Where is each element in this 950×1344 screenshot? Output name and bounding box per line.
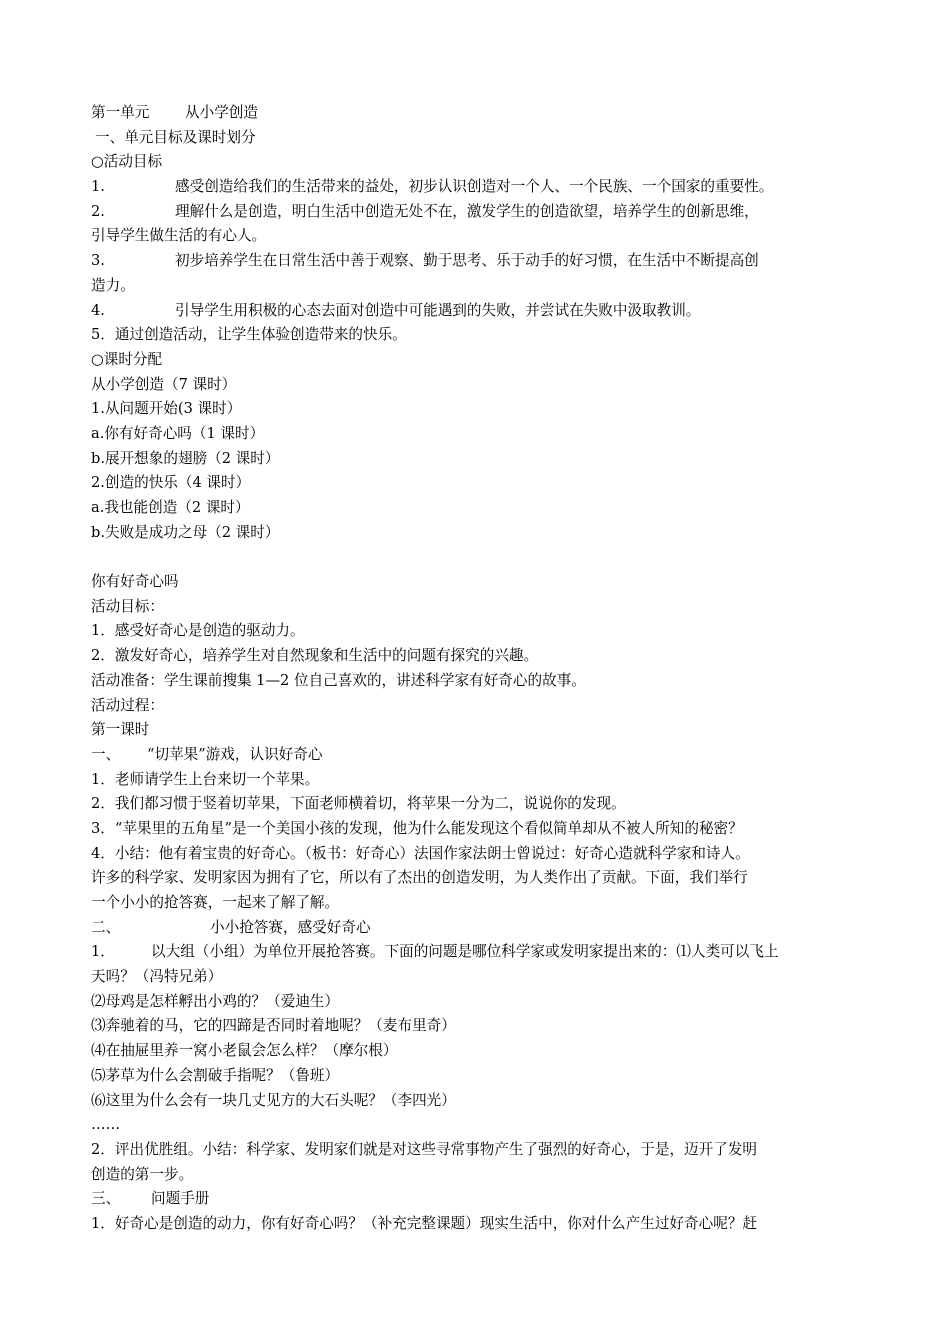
item-number: 1． (91, 943, 115, 961)
question-item: ⑵母鸡是怎样孵出小鸡的？（爱迪生） (91, 992, 340, 1010)
goal-text: 理解什么是创造，明白生活中创造无处不在，激发学生的创造欲望，培养学生的创新思维， (175, 202, 759, 220)
schedule-item: a.我也能创造（2 课时） (91, 499, 250, 516)
activity-goal: 2．激发好奇心，培养学生对自然现象和生活中的问题有探究的兴趣。 (91, 647, 539, 665)
question-item: ⑶奔驰着的马，它的四蹄是否同时着地呢？（麦布里奇） (91, 1017, 456, 1035)
unit-name: 从小学创造 (185, 104, 258, 121)
goal-item: 5．通过创造活动，让学生体验创造带来的快乐。 (91, 326, 407, 344)
part-number: 三、 (91, 1190, 121, 1208)
part-title: 小小抢答赛，感受好奇心 (210, 918, 371, 936)
schedule-item: 2.创造的快乐（4 课时） (91, 474, 251, 492)
schedule-item: b.失败是成功之母（2 课时） (91, 523, 280, 541)
part-heading (91, 743, 859, 768)
lesson-title: 你有好奇心吗 (91, 573, 179, 591)
goal-number: 1. (91, 178, 105, 196)
schedule-item: 从小学创造（7 课时） (91, 375, 237, 393)
item-text: 以大组（小组）为单位开展抢答赛。下面的问题是哪位科学家或发明家提出来的：⑴人类可以飞上 (151, 943, 779, 961)
summary-line: 许多的科学家、发明家因为拥有了它，所以有了杰出的创造发明，为人类作出了贡献。下面，我们举行 (91, 869, 748, 887)
goal-item (91, 175, 859, 200)
unit-title (91, 101, 859, 126)
document-page (91, 101, 859, 1237)
part-item: 3．“苹果里的五角星”是一个美国小孩的发现，他为什么能发现这个看似简单却从不被人所知的秘密？ (91, 819, 743, 837)
first-class: 第一课时 (91, 721, 150, 739)
part-number: 二、 (91, 918, 121, 936)
part-heading (91, 1187, 859, 1212)
schedule-item: 1.从问题开始(3 课时） (91, 400, 242, 418)
schedule-item: a.你有好奇心吗（1 课时） (91, 424, 265, 442)
summary-line: 4．小结：他有着宝贵的好奇心。（板书：好奇心）法国作家法朗士曾说过：好奇心造就科学家和诗人。 (91, 844, 750, 862)
question-item: ⑸茅草为什么会割破手指呢？（鲁班） (91, 1066, 340, 1084)
goal-item (91, 200, 859, 225)
goal-number: 3. (91, 252, 105, 270)
ellipsis: …… (91, 1116, 121, 1134)
part-title: “切苹果”游戏，认识好奇心 (147, 745, 323, 763)
item-continuation: 创造的第一步。 (91, 1165, 194, 1183)
schedule-heading: ○课时分配 (91, 350, 163, 368)
activity-goal: 1．感受好奇心是创造的驱动力。 (91, 622, 305, 640)
goal-continuation: 引导学生做生活的有心人。 (91, 227, 267, 245)
summary-line: 一个小小的抢答赛，一起来了解了解。 (91, 894, 340, 911)
goal-number: 4. (91, 301, 105, 319)
section-heading: 一、单元目标及课时划分 (95, 128, 256, 146)
goal-text: 初步培养学生在日常生活中善于观察、勤于思考、乐于动手的好习惯，在生活中不断提高创 (175, 252, 759, 270)
part-title: 问题手册 (151, 1190, 210, 1208)
question-item: ⑹这里为什么会有一块几丈见方的大石头呢？（李四光） (91, 1091, 456, 1109)
question-item: ⑷在抽屉里养一窝小老鼠会怎么样？（摩尔根） (91, 1042, 398, 1060)
part-item: 1．好奇心是创造的动力，你有好奇心吗？（补充完整课题）现实生活中，你对什么产生过好奇心呢？赶 (91, 1214, 758, 1232)
part-item (91, 940, 859, 965)
goal-text: 引导学生用积极的心态去面对创造中可能遇到的失败，并尝试在失败中汲取教训。 (175, 301, 701, 319)
goal-continuation: 造力。 (91, 276, 135, 294)
goal-item (91, 299, 859, 324)
goal-item (91, 249, 859, 274)
part-item: 2．我们都习惯于竖着切苹果，下面老师横着切，将苹果一分为二，说说你的发现。 (91, 795, 626, 813)
process-heading: 活动过程： (91, 696, 164, 714)
part-item: 1．老师请学生上台来切一个苹果。 (91, 770, 320, 788)
part-number: 一、 (91, 745, 121, 763)
goal-text: 感受创造给我们的生活带来的益处，初步认识创造对一个人、一个民族、一个国家的重要性。 (175, 178, 774, 196)
goals-heading: ○活动目标 (91, 153, 163, 171)
activity-goals-heading: 活动目标： (91, 597, 164, 615)
schedule-item: b.展开想象的翅膀（2 课时） (91, 449, 280, 467)
part-item: 2．评出优胜组。小结：科学家、发明家们就是对这些寻常事物产生了强烈的好奇心，于是，迈开了发明 (91, 1140, 758, 1158)
part-heading (91, 916, 859, 941)
preparation: 活动准备：学生课前搜集 1—2 位自己喜欢的，讲述科学家有好奇心的故事。 (91, 671, 586, 689)
goal-number: 2. (91, 202, 105, 220)
blank-line (91, 545, 859, 570)
item-continuation: 天吗？（冯特兄弟） (91, 968, 223, 986)
unit-label: 第一单元 (91, 104, 150, 121)
